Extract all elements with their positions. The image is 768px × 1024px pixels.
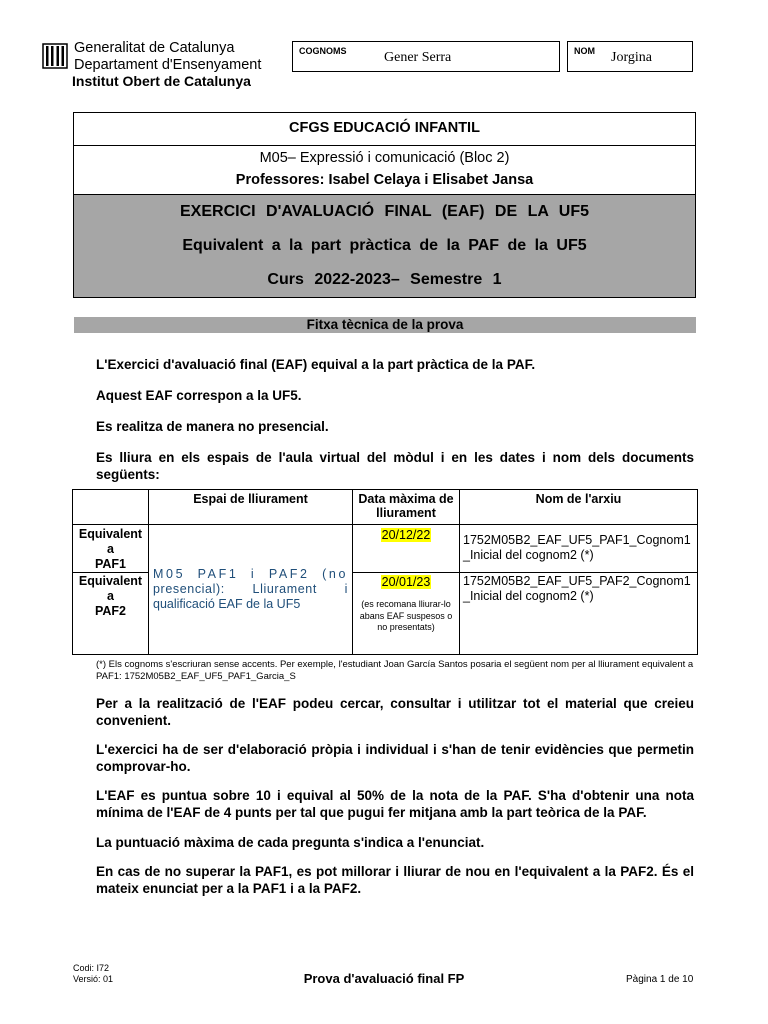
- module-info: [74, 146, 695, 195]
- exam-title-line3: Curs 2022-2023– Semestre 1: [267, 271, 502, 288]
- name-label: NOM: [574, 46, 595, 56]
- delivery-table: [72, 489, 698, 655]
- teachers: Professores: Isabel Celaya i Elisabet Jansa: [235, 172, 534, 188]
- name-field[interactable]: [567, 41, 693, 72]
- module-title: M05– Expressió i comunicació (Bloc 2): [259, 150, 510, 166]
- body-paragraph: La puntuació màxima de cada pregunta s'indica a l'enunciat.: [96, 835, 485, 850]
- row-label: Equivalent a PAF2: [73, 573, 149, 655]
- org-name-line2: Departament d'Ensenyament: [74, 57, 262, 73]
- title-block: [73, 112, 696, 298]
- table-row: [73, 525, 698, 573]
- table-header: Nom de l'arxiu: [460, 490, 698, 525]
- deadline-date: 20/01/23: [381, 575, 431, 589]
- table-header-row: [73, 490, 698, 525]
- body-paragraph: L'EAF es puntua sobre 10 i equival al 50% de la nota de la PAF. S'ha d'obtenir una nota mínima de l'EAF de 4 punts per tal que pugui fer mitjana amb la part teòrica de la PAF.: [96, 788, 694, 820]
- table-header: Espai de lliurament: [149, 490, 353, 525]
- surname-label: COGNOMS: [299, 46, 347, 56]
- surname-value: Gener Serra: [384, 50, 452, 65]
- body-paragraph: L'exercici ha de ser d'elaboració pròpia i individual i s'han de tenir evidències que permetin comprovar-ho.: [96, 742, 694, 774]
- exam-heading: [74, 195, 695, 297]
- intro-paragraph: Aquest EAF correspon a la UF5.: [96, 388, 302, 403]
- deadline-cell: [353, 525, 460, 573]
- intro-paragraph: Es lliura en els espais de l'aula virtual del mòdul i en les dates i nom dels documents següents:: [96, 450, 694, 482]
- section-bar: Fitxa tècnica de la prova: [74, 317, 696, 333]
- institute-name: Institut Obert de Catalunya: [72, 73, 251, 89]
- surname-field[interactable]: [292, 41, 560, 72]
- org-name-line1: Generalitat de Catalunya: [74, 40, 235, 56]
- course-title: CFGS EDUCACIÓ INFANTIL: [74, 113, 695, 146]
- footnote: (*) Els cognoms s'escriuran sense accents. Per exemple, l'estudiant Joan García Santos posaria el següent nom per al lliurament equivalent a PAF1: 1752M05B2_EAF_UF5_PAF1_Garcia_S: [96, 659, 694, 682]
- file-name: 1752M05B2_EAF_UF5_PAF2_Cognom1_Inicial del cognom2 (*): [460, 573, 698, 655]
- intro-paragraph: Es realitza de manera no presencial.: [96, 419, 329, 434]
- footer-code: Codi: I72 Versió: 01: [73, 963, 114, 984]
- footer-title: Prova d'avaluació final FP: [303, 971, 465, 986]
- exam-title-line2: Equivalent a la part pràctica de la PAF de la UF5: [182, 237, 587, 254]
- name-value: Jorgina: [611, 50, 652, 65]
- body-paragraph: En cas de no superar la PAF1, es pot millorar i lliurar de nou en l'equivalent a la PAF2. És el mateix enunciat per a la PAF1 i a la PAF2.: [96, 864, 694, 896]
- generalitat-logo-icon: [42, 42, 68, 70]
- intro-paragraph: L'Exercici d'avaluació final (EAF) equival a la part pràctica de la PAF.: [96, 357, 536, 372]
- delivery-space-cell: M05 PAF1 i PAF2 (no presencial): Lliurament i qualificació EAF de la UF5: [149, 525, 353, 655]
- file-name: 1752M05B2_EAF_UF5_PAF1_Cognom1_Inicial del cognom2 (*): [460, 525, 698, 573]
- exam-title-line1: EXERCICI D'AVALUACIÓ FINAL (EAF) DE LA UF5: [180, 203, 589, 220]
- table-header: Data màxima de lliurament: [353, 490, 460, 525]
- delivery-space-link[interactable]: M05 PAF1 i PAF2 (no: [153, 567, 348, 581]
- page-number: Pàgina 1 de 10: [626, 974, 694, 985]
- body-paragraph: Per a la realització de l'EAF podeu cercar, consultar i utilitzar tot el material que creieu convenient.: [96, 696, 694, 728]
- row-label: Equivalent a PAF1: [73, 525, 149, 573]
- deadline-note: (es recomana lliurar-lo abans EAF suspesos o no presentats): [359, 599, 453, 632]
- deadline-cell: [353, 573, 460, 655]
- deadline-date: 20/12/22: [381, 528, 431, 542]
